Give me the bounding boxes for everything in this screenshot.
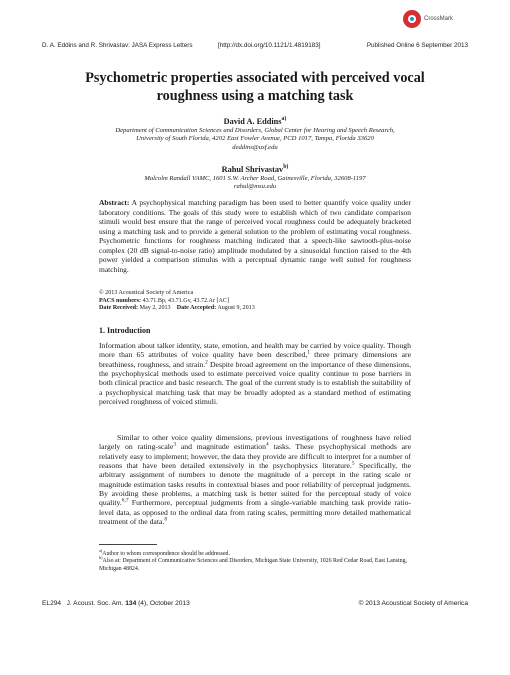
author-affiliation: Malcolm Randall VAMC, 1601 S.W. Archer Road, Gainesville, Florida, 32608-1197 [144,175,366,182]
crossmark-badge[interactable] [403,8,483,30]
author-affiliation: Department of Communication Sciences and Disorders, Global Center for Hearing and Speech Research, University of South Florida, 4202 East Fowler Avenue, PCD 1017, Tampa, Florida 33620 [115,127,395,143]
crossmark-label: CrossMark [424,16,454,22]
text-run: Despite broad agreement on the importance of these dimensions, the psychophysical methods used to estimate perceived voice quality continue to pose barriers in both clinical practice and basic research. The goal of the current study is to establish the suitability of a psychophysical matching task that may be broadly adopted as a standard method of estimating perceived roughness of voiced stimuli. [99,359,411,407]
accepted-label: Date Accepted: [176,305,217,311]
citation-ref[interactable]: 4 [266,441,269,448]
text-run: Specifically, the arbitrary assignment of numbers to denote the magnitude of a percept in the rating scale or magnitude estimation tasks results in contextual biases and poor reliability of perceptual judgments. By avoiding these problems, a matching task is better suited for the perceptual study of voice quality. [99,461,412,508]
abstract-text: A psychophysical matching paradigm has been used to better quantify voice quality under laboratory conditions. The goals of this study were to establish which of two candidate comparison stimuli would best ensure that the range of perceived vocal roughness could be adequately bracketed using a matching task and to provide a general solution to the problem of estimating vocal roughness. Psychometric functions for roughness matching indicated that a speech-like sawtooth-plus-noise complex (20 dB signal-to-noise ratio) amplitude modulated by a sinusoidal function raised to the 4th power yielded a comparison stimulus with a perceptual dynamic range well suited for roughness matching. [99,198,411,274]
author-email[interactable]: deddins@usf.edu [232,143,278,151]
footer-page: EL294 [42,600,62,607]
received-label: Date Received: [99,305,139,311]
text-run: three primary dimensions are breathiness, roughness, and strain. [99,350,411,369]
abstract [99,198,411,274]
running-head-published: Published Online 6 September 2013 [366,42,468,49]
footer-copyright: © 2013 Acoustical Society of America [358,600,468,607]
author-email[interactable]: rahul@msu.edu [233,183,277,191]
citation-ref[interactable]: 5 [351,460,355,467]
citation-ref[interactable]: 1 [307,349,310,356]
dates-line [99,305,419,313]
author-block-2 [95,165,415,192]
text-run: tasks. These psychophysical methods are relatively easy to implement; however, the data they provide are difficult to interpret for a number of reasons that have been detailed extensively in the psychophysics literature. [99,442,412,471]
author-name: Rahul Shrivastav [221,165,284,174]
footer-issue: (4), October 2013 [138,600,190,607]
crossmark-icon [403,10,421,28]
footnote-mark: b) [99,555,103,561]
footer-journal: J. Acoust. Soc. Am. [66,600,124,607]
body-paragraph-2 [99,433,411,526]
text-run: Furthermore, perceptual judgments from a single-variable matching task provide ratio-level data, as opposed to the ordinal data from rating scales, permitting more detailed mathematical treatment of the data. [99,498,411,527]
section-heading: 1. Introduction [99,326,151,335]
running-head-authors: D. A. Eddins and R. Shrivastav: JASA Express Letters [42,42,193,49]
citation-ref[interactable]: 8 [164,516,168,523]
footnote-text: Also at: Department of Communicative Sciences and Disorders, Michigan State University, 1026 Red Cedar Road, East Lansing, Michigan 48824. [99,558,407,572]
author-block-1 [110,117,400,152]
author-mark: b) [283,164,289,171]
copyright-line: © 2013 Acoustical Society of America [99,290,194,296]
footer-citation [42,600,190,607]
body-paragraph-1 [99,341,411,406]
footer-volume: 134 [125,600,137,607]
paper-title: Psychometric properties associated with perceived vocal roughness using a matching task [85,70,425,104]
pacs-label: PACS numbers: [99,297,142,304]
pacs-line [99,298,419,306]
author-mark: a) [281,116,287,123]
text-run: Information about talker identity, state, emotion, and health may be carried by voice quality. Though more than 65 attributes of voice quality have been described, [99,341,411,360]
author-name: David A. Eddins [223,117,282,126]
accepted-value: August 9, 2013 [217,305,255,311]
citation-ref[interactable]: 3 [173,441,177,448]
text-run: and magnitude estimation [176,442,266,452]
citation-ref[interactable]: 2 [205,359,208,366]
abstract-label: Abstract: [99,198,130,207]
footnote-divider [99,544,157,545]
footnote-text: Author to whom correspondence should be addressed. [102,551,230,557]
text-run: Similar to other voice quality dimensions, previous investigations of roughness have relied largely on rating-scale [99,433,411,452]
running-head-doi[interactable]: [http://dx.doi.org/10.1121/1.4819183] [218,42,321,49]
received-value: May 2, 2013 [139,305,171,311]
article-meta [99,290,419,313]
pacs-value: 43.71.Bp, 43.71.Gv, 43.72.Ar [AC] [142,297,230,304]
citation-ref[interactable]: 6,7 [121,497,129,504]
footnotes [99,548,414,573]
footnote-mark: a) [99,548,103,554]
footnote-b [99,555,414,573]
